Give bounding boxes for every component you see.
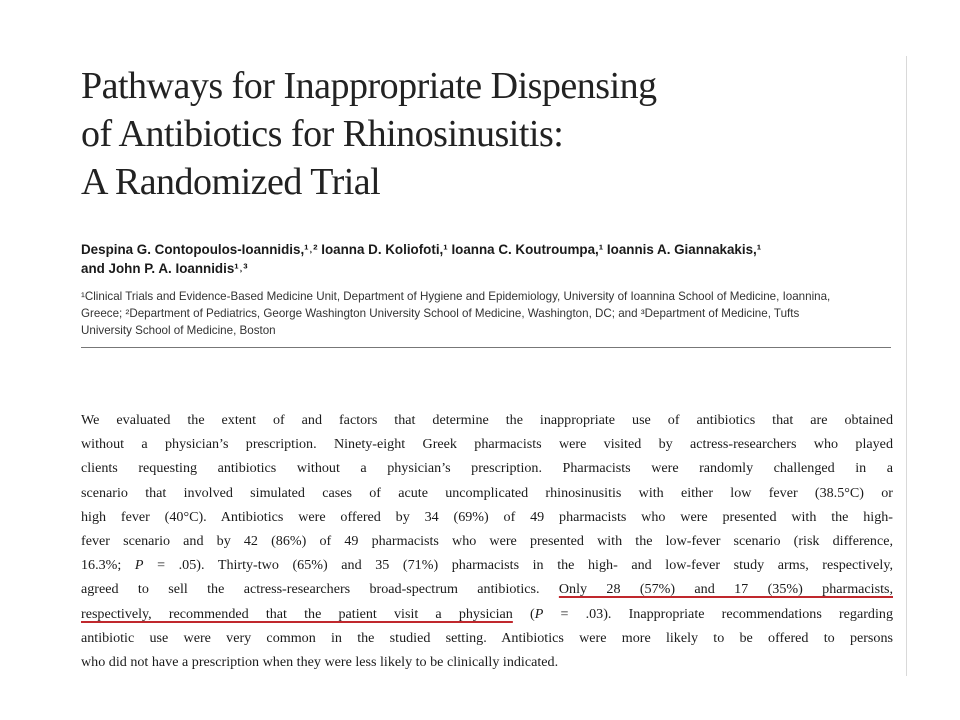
affiliation-line-1: ¹Clinical Trials and Evidence-Based Medicine Unit, Department of Hygiene and Epidemiology, University of Ioannina School of Medicine, Ioannina, <box>81 290 831 303</box>
abstract-line-7 <box>81 553 893 577</box>
abstract-text <box>81 408 893 674</box>
abstract-line-2: without a physician’s prescription. Ninety-eight Greek pharmacists were visited by actress-researchers who played <box>81 436 893 453</box>
p-value-symbol-2: P <box>534 605 544 622</box>
title-line-3: A Randomized Trial <box>81 161 381 203</box>
affiliation-line-2: Greece; ²Department of Pediatrics, George Washington University School of Medicine, Washington, DC; and ³Department of Medicine, Tufts <box>81 307 800 320</box>
page-edge-line <box>906 56 907 676</box>
header-divider <box>81 347 891 348</box>
affiliations <box>81 288 893 339</box>
article-title <box>81 62 841 206</box>
abstract-line-4: scenario that involved simulated cases of acute uncomplicated rhinosinusitis with either low fever (38.5°C) or <box>81 484 893 501</box>
abstract-line-3: clients requesting antibiotics without a physician’s prescription. Pharmacists were randomly challenged in a <box>81 460 893 477</box>
abstract-segment-9c: = .03). Inappropriate recommendations regarding <box>543 605 893 622</box>
abstract-segment-9b: ( <box>512 605 535 622</box>
affiliation-line-3: University School of Medicine, Boston <box>81 324 276 337</box>
title-line-2: of Antibiotics for Rhinosinusitis: <box>81 113 564 155</box>
abstract-line-5: high fever (40°C). Antibiotics were offered by 34 (69%) of 49 pharmacists who were presented with the high- <box>81 508 893 525</box>
highlighted-finding-part-2: respectively, recommended that the patient visit a physician <box>81 605 513 622</box>
p-value-symbol: P <box>134 557 144 574</box>
abstract-line-1: We evaluated the extent of and factors that determine the inappropriate use of antibiotics that are obtained <box>81 412 893 428</box>
abstract-segment-7a: 16.3%; <box>81 557 135 574</box>
abstract-line-6: fever scenario and by 42 (86%) of 49 pharmacists who were presented with the low-fever scenario (risk difference, <box>81 533 893 550</box>
author-list <box>81 240 881 278</box>
authors-line-1: Despina G. Contopoulos-Ioannidis,¹˒² Ioanna D. Koliofoti,¹ Ioanna C. Koutroumpa,¹ Ioannis A. Giannakakis,¹ <box>81 242 762 257</box>
title-line-1: Pathways for Inappropriate Dispensing <box>81 65 657 107</box>
abstract-line-11: who did not have a prescription when they were less likely to be clinically indicated. <box>81 654 559 671</box>
abstract-line-9 <box>81 602 893 626</box>
abstract-line-8 <box>81 577 893 601</box>
abstract-segment-8a: agreed to sell the actress-researchers broad-spectrum antibiotics. <box>81 581 559 598</box>
highlighted-finding-part-1: Only 28 (57%) and 17 (35%) pharmacists, <box>558 581 893 598</box>
authors-line-2: and John P. A. Ioannidis¹˒³ <box>81 261 248 276</box>
abstract-line-10: antibiotic use were very common in the studied setting. Antibiotics were more likely to be offered to persons <box>81 629 893 646</box>
abstract-segment-7b: = .05). Thirty-two (65%) and 35 (71%) pharmacists in the high- and low-fever study arms, respectively, <box>143 557 893 574</box>
